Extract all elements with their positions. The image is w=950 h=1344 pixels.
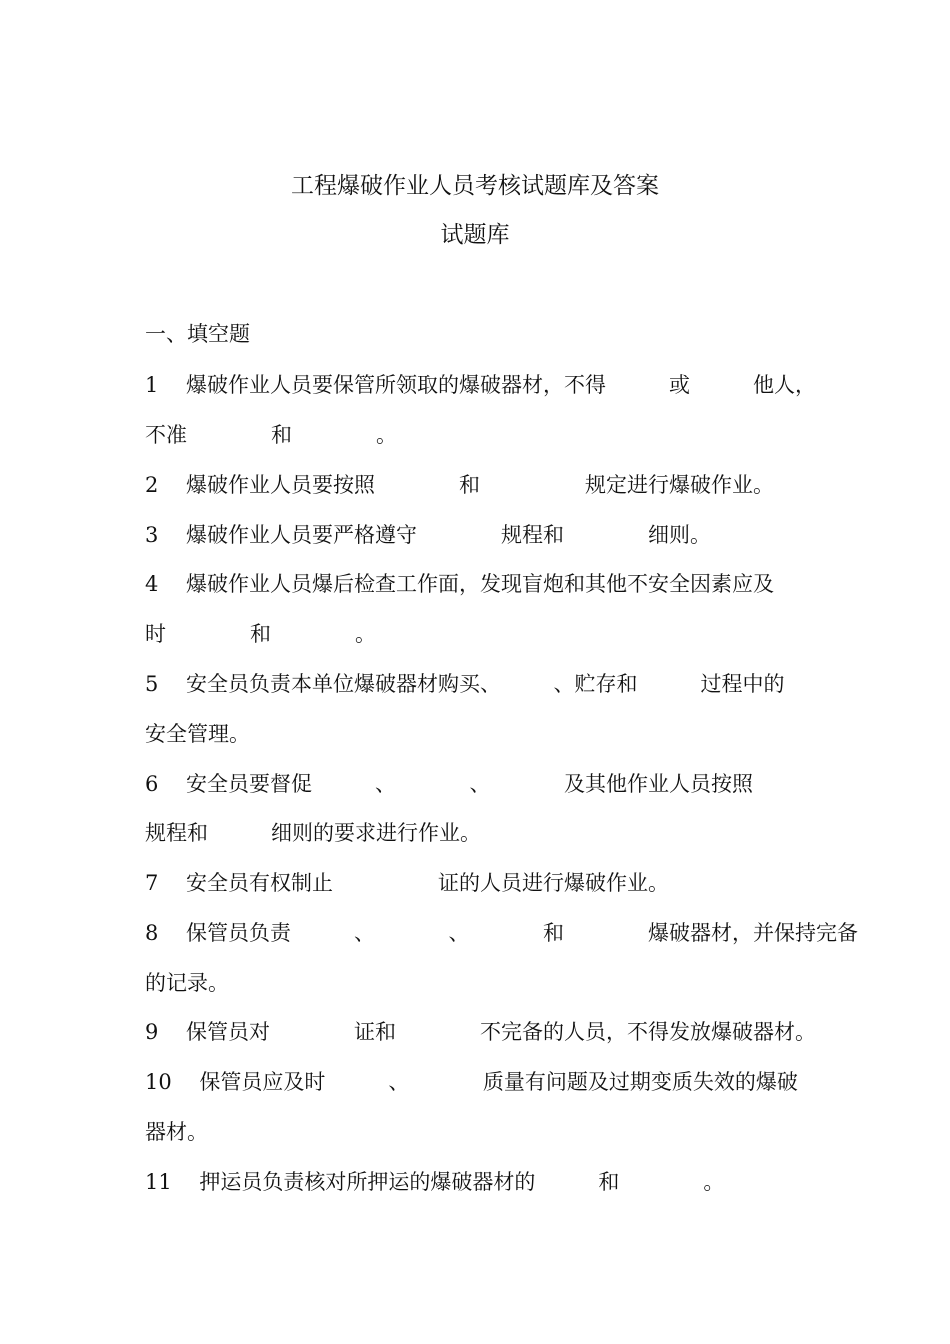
- question-line: 器材。: [145, 1120, 208, 1144]
- question-line: 安全管理。: [145, 722, 250, 746]
- section-heading: 一、填空题: [145, 322, 250, 346]
- question-line: 10 保管员应及时 、 质量有问题及过期变质失效的爆破: [145, 1070, 798, 1094]
- question-line: 4 爆破作业人员爆后检查工作面，发现盲炮和其他不安全因素应及: [145, 572, 775, 596]
- question-line: 8 保管员负责 、 、 和 爆破器材，并保持完备: [145, 921, 859, 945]
- question-line: 7 安全员有权制止 证的人员进行爆破作业。: [145, 871, 670, 895]
- question-line: 11 押运员负责核对所押运的爆破器材的 和 。: [145, 1170, 756, 1194]
- question-line: 3 爆破作业人员要严格遵守 规程和 细则。: [145, 523, 722, 547]
- question-line: 的记录。: [145, 971, 229, 995]
- document-subtitle: 试题库: [440, 222, 510, 248]
- question-line: 不准 和 。: [145, 423, 450, 447]
- question-line: 2 爆破作业人员要按照 和 规定进行爆破作业。: [145, 473, 775, 497]
- question-line: 5 安全员负责本单位爆破器材购买、 、贮存和 过程中的: [145, 672, 785, 696]
- question-line: 9 保管员对 证和 不完备的人员，不得发放爆破器材。: [145, 1020, 817, 1044]
- question-line: 6 安全员要督促 、 、 及其他作业人员按照: [145, 772, 880, 796]
- document-title: 工程爆破作业人员考核试题库及答案: [291, 173, 659, 199]
- question-line: 规程和 细则的要求进行作业。: [145, 821, 481, 845]
- question-line: 时 和 。: [145, 622, 429, 646]
- question-line: 1 爆破作业人员要保管所领取的爆破器材，不得 或 他人，: [145, 373, 817, 397]
